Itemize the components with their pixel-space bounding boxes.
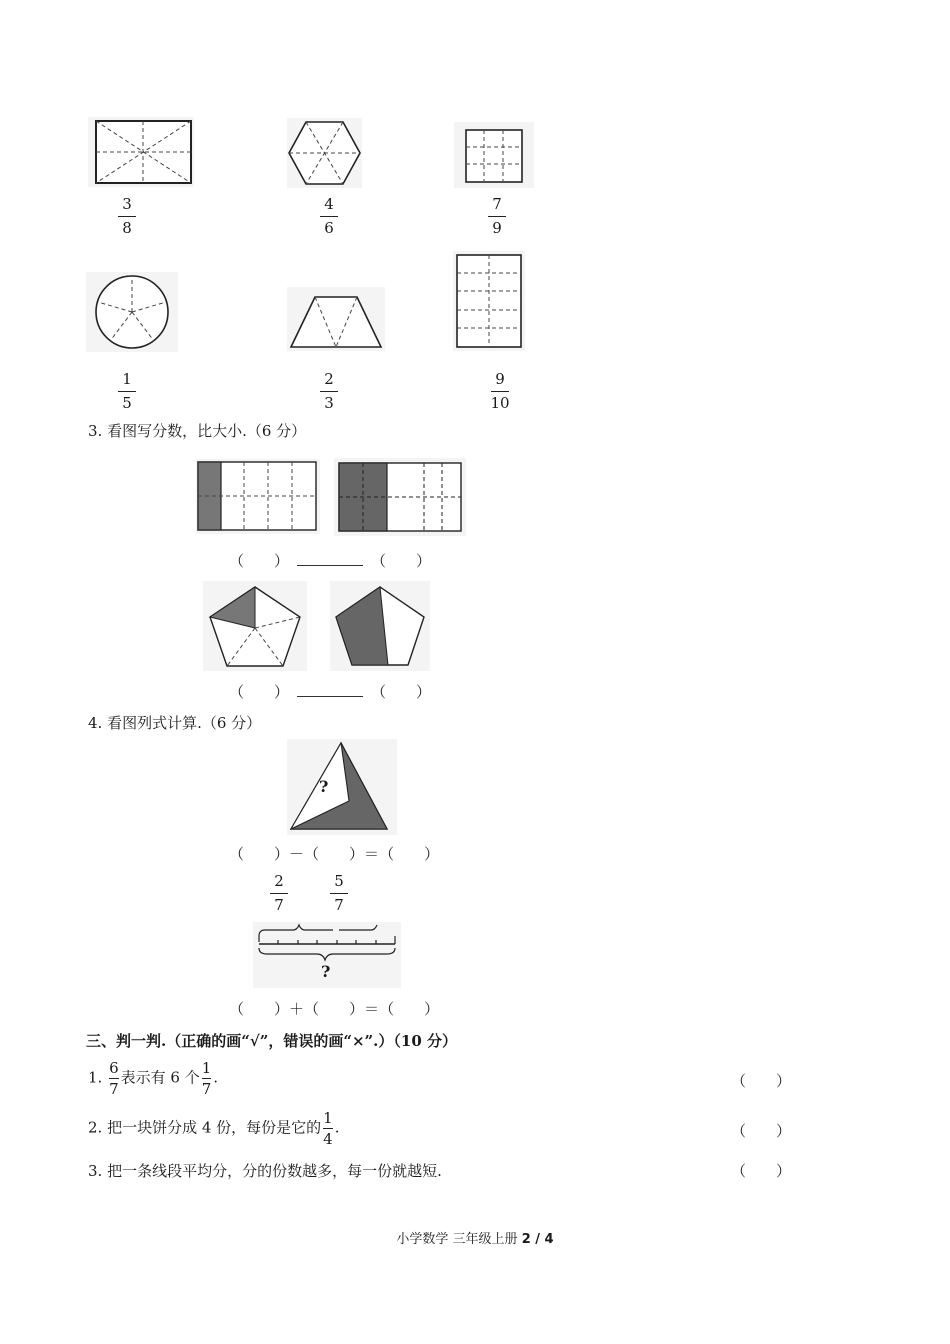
- judge-item-1-fraction-b: $\frac{1}{7}$: [201, 1059, 212, 1098]
- judge-item-1-fraction-a: $\frac{6}{7}$: [109, 1059, 119, 1098]
- fraction-7-9: 7 9: [482, 195, 512, 238]
- q4-triangle-figure: [287, 739, 397, 835]
- segment-question-mark: ?: [321, 962, 331, 981]
- q4-fraction-5-7: 5 7: [324, 872, 354, 915]
- fraction-2-3: 2 3: [314, 370, 344, 413]
- q3-rect-left-figure: [196, 459, 320, 534]
- q4-equation-row-1: （ ）－（ ）＝（ ）: [229, 845, 440, 863]
- fraction-4-6: 4 6: [314, 195, 344, 238]
- q4-equation-row-2: （ ）＋（ ）＝（ ）: [229, 1000, 440, 1018]
- judge-item-2: 2. 把一块饼分成 4 份，每份是它的 $\frac{1}{4}$ .: [88, 1109, 340, 1148]
- judge-item-3-answer[interactable]: （ ）: [731, 1162, 792, 1180]
- compare-blank-1[interactable]: [297, 551, 363, 566]
- triangle-question-mark: ?: [319, 777, 329, 796]
- compare-blank-2[interactable]: [297, 682, 363, 697]
- q3-compare-row-1: （ ） （ ）: [229, 552, 432, 570]
- square-9-parts-figure: [454, 122, 534, 188]
- q4-fraction-2-7: 2 7: [264, 872, 294, 915]
- circle-5-parts-figure: [86, 272, 178, 352]
- section3-title: 三、判一判.（正确的画“√”，错误的画“×”.）（10 分）: [86, 1032, 457, 1050]
- page-number: 2 / 4: [521, 1232, 554, 1247]
- fraction-1-5: 1 5: [112, 370, 142, 413]
- rectangle-10-parts-figure: [453, 251, 525, 351]
- judge-item-2-answer[interactable]: （ ）: [731, 1122, 792, 1140]
- judge-item-3: 3. 把一条线段平均分，分的份数越多，每一份就越短.: [88, 1162, 442, 1180]
- trapezoid-3-parts-figure: [287, 287, 385, 351]
- fraction-9-10: 9 10: [490, 370, 510, 412]
- q4-title: 4. 看图列式计算.（6 分）: [88, 714, 262, 732]
- rectangle-8-parts-figure: [88, 117, 194, 187]
- hexagon-6-parts-figure: [287, 118, 362, 188]
- q3-title: 3. 看图写分数，比大小.（6 分）: [88, 422, 307, 440]
- q3-compare-row-2: （ ） （ ）: [229, 683, 432, 701]
- judge-item-2-fraction: $\frac{1}{4}$: [323, 1109, 333, 1148]
- judge-item-1-answer[interactable]: （ ）: [731, 1072, 792, 1090]
- q3-pentagon-right-figure: [330, 581, 430, 671]
- q3-rect-right-figure: [334, 458, 466, 536]
- page-footer: [0, 1228, 950, 1247]
- fraction-3-8: 3 8: [112, 195, 142, 238]
- q3-pentagon-left-figure: [203, 581, 307, 671]
- judge-item-1: 1. $\frac{6}{7}$ 表示有 6 个 $\frac{1}{7}$ .: [88, 1059, 219, 1098]
- q4-segment-brace-figure: [253, 922, 401, 988]
- footer-text: 小学数学 三年级上册: [396, 1232, 522, 1247]
